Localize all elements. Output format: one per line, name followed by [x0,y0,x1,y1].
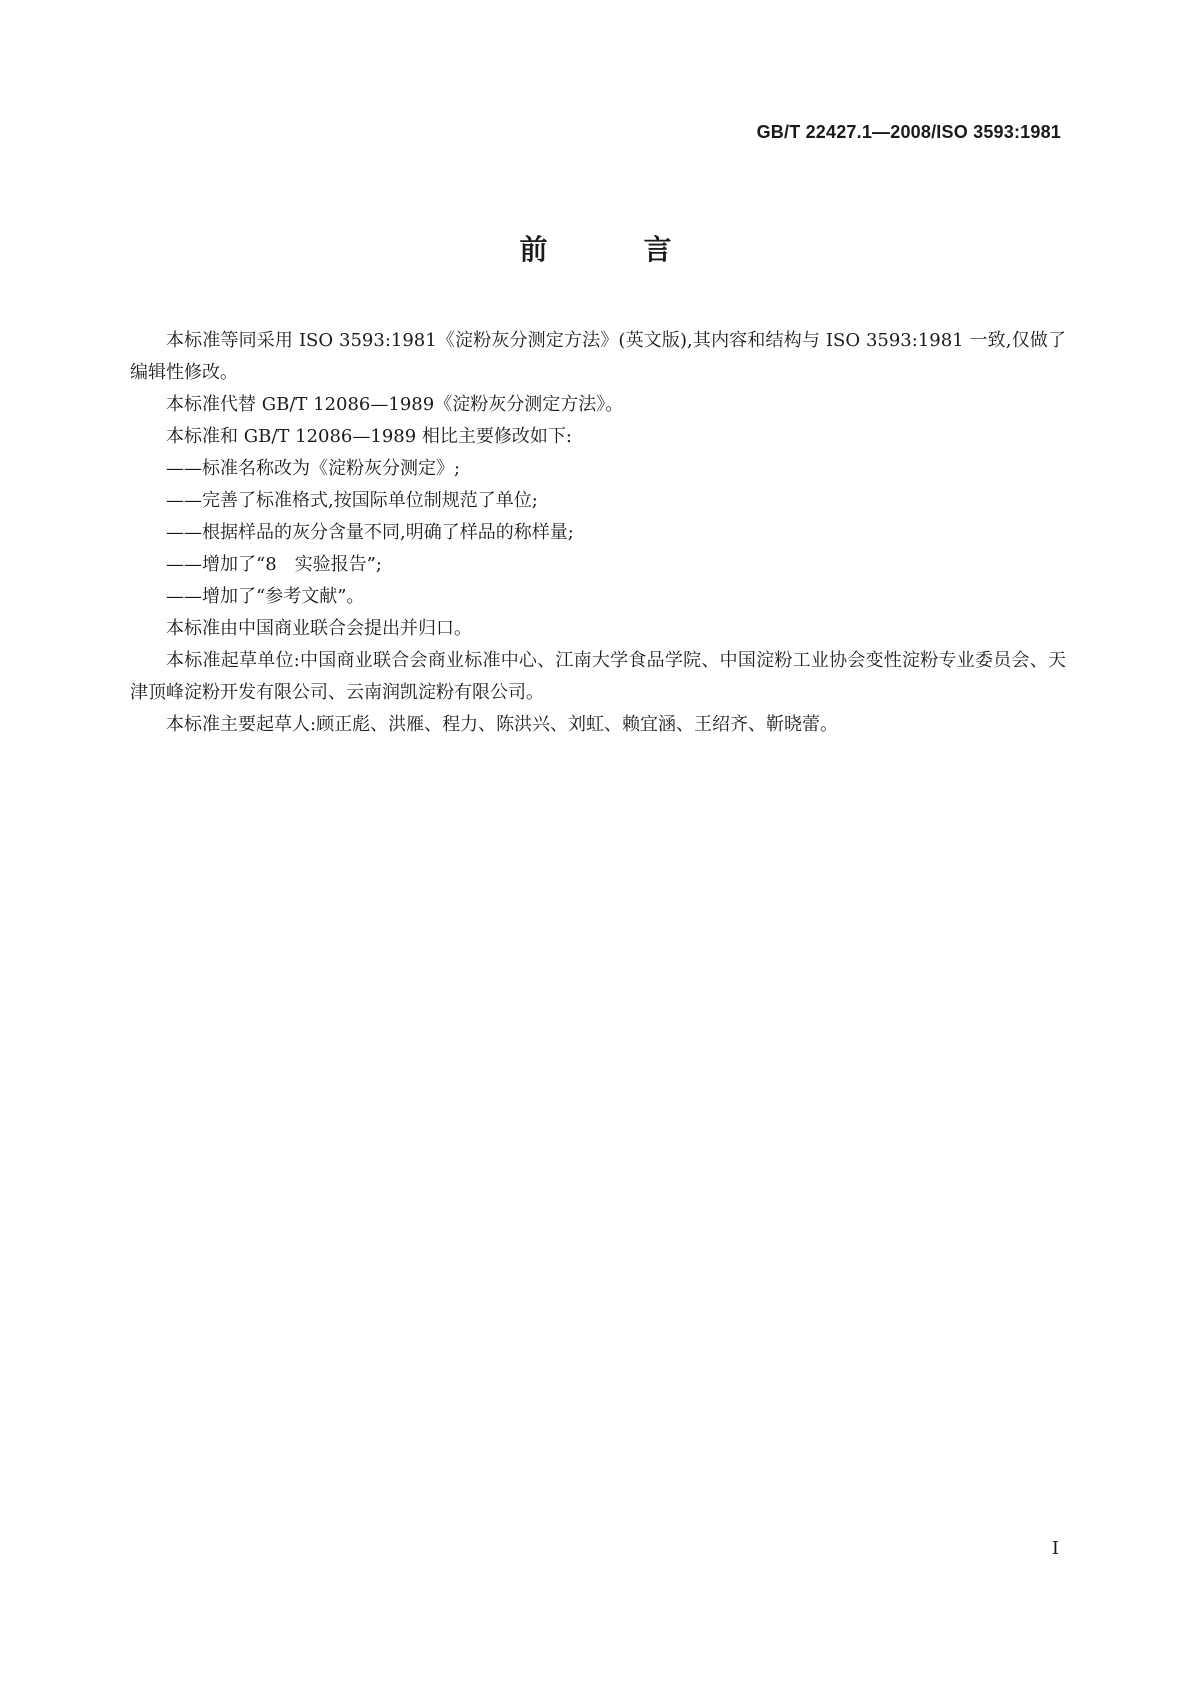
change-item: ——增加了“8 实验报告”; [166,554,382,575]
standard-code: GB/T 22427.1—2008/ISO 3593:1981 [756,122,1061,142]
paragraph-proposer: 本标准由中国商业联合会提出并归口。 [166,618,472,639]
page-number: I [1051,1538,1059,1559]
paragraph-replaces: 本标准代替 GB/T 12086—1989《淀粉灰分测定方法》。 [166,394,624,415]
paragraph-drafters: 本标准主要起草人:顾正彪、洪雁、程力、陈洪兴、刘虹、赖宜涵、王绍齐、靳晓蕾。 [166,714,839,735]
paragraph-drafting-units: 本标准起草单位:中国商业联合会商业标准中心、江南大学食品学院、中国淀粉工业协会变性淀粉专业委员会、天津顶峰淀粉开发有限公司、云南润凯淀粉有限公司。 [130,650,1066,703]
change-item: ——标准名称改为《淀粉灰分测定》; [166,458,461,479]
paragraph-adoption: 本标准等同采用 ISO 3593:1981《淀粉灰分测定方法》(英文版),其内容和结构与 ISO 3593:1981 一致,仅做了编辑性修改。 [130,330,1066,383]
change-item: ——根据样品的灰分含量不同,明确了样品的称样量; [166,522,574,543]
change-item: ——完善了标准格式,按国际单位制规范了单位; [166,490,538,511]
foreword-body [130,325,1066,741]
change-item: ——增加了“参考文献”。 [166,586,365,607]
page-title: 前 言 [519,233,706,266]
paragraph-changes-intro: 本标准和 GB/T 12086—1989 相比主要修改如下: [166,426,572,447]
